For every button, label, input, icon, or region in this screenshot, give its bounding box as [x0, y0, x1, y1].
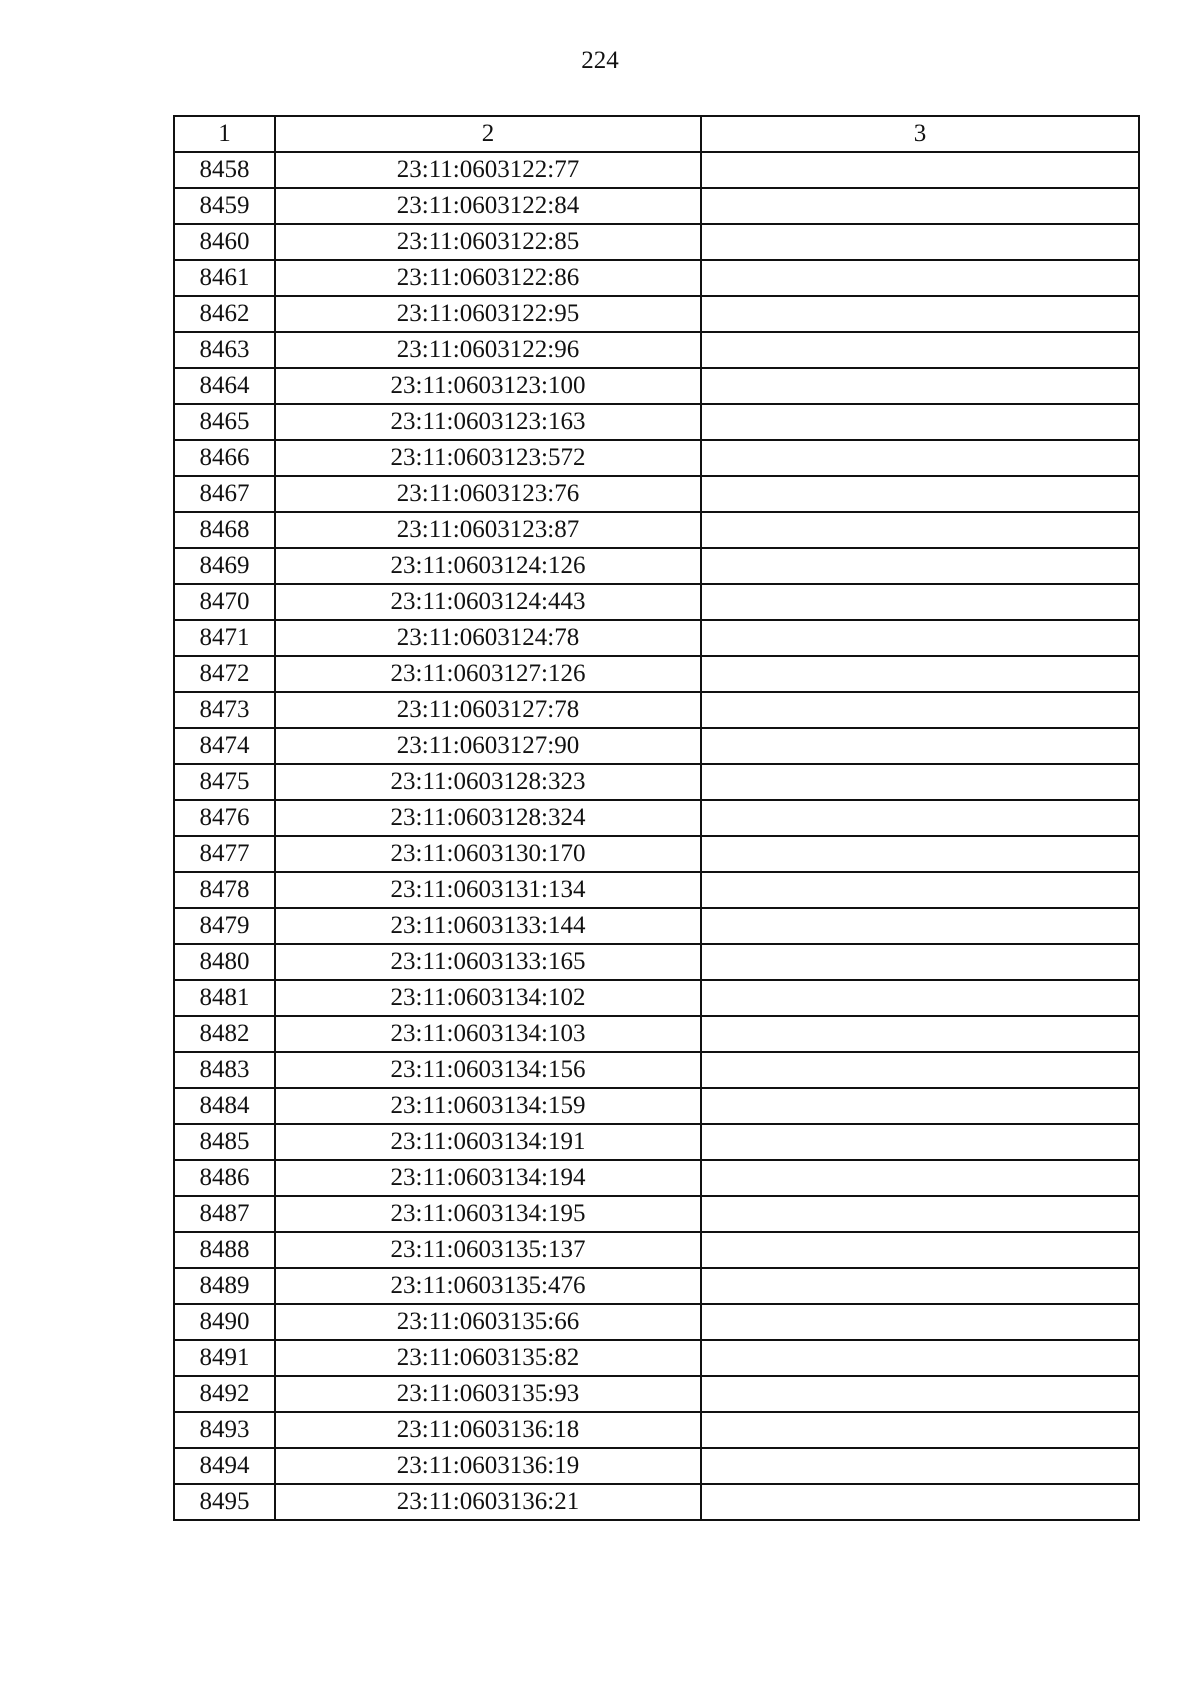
empty-cell — [701, 1160, 1139, 1196]
table-row — [174, 692, 1139, 728]
table-row — [174, 368, 1139, 404]
empty-cell — [701, 1088, 1139, 1124]
row-number-cell: 8468 — [174, 512, 275, 548]
empty-cell — [701, 1412, 1139, 1448]
table-row — [174, 476, 1139, 512]
row-number-cell: 8482 — [174, 1016, 275, 1052]
row-number-cell: 8464 — [174, 368, 275, 404]
row-number-cell: 8480 — [174, 944, 275, 980]
row-number-cell: 8461 — [174, 260, 275, 296]
cadastral-number-cell: 23:11:0603124:126 — [275, 548, 701, 584]
empty-cell — [701, 296, 1139, 332]
row-number-cell: 8478 — [174, 872, 275, 908]
table-row — [174, 260, 1139, 296]
cadastral-number-cell: 23:11:0603134:103 — [275, 1016, 701, 1052]
row-number-cell: 8462 — [174, 296, 275, 332]
cadastral-number-cell: 23:11:0603123:76 — [275, 476, 701, 512]
cadastral-number-cell: 23:11:0603133:144 — [275, 908, 701, 944]
empty-cell — [701, 1484, 1139, 1520]
row-number-cell: 8465 — [174, 404, 275, 440]
table-row — [174, 728, 1139, 764]
row-number-cell: 8479 — [174, 908, 275, 944]
empty-cell — [701, 620, 1139, 656]
cadastral-number-cell: 23:11:0603131:134 — [275, 872, 701, 908]
empty-cell — [701, 332, 1139, 368]
row-number-cell: 8470 — [174, 584, 275, 620]
page-number: 224 — [581, 47, 619, 74]
row-number-cell: 8466 — [174, 440, 275, 476]
header-row — [174, 116, 1139, 152]
cadastral-number-cell: 23:11:0603123:163 — [275, 404, 701, 440]
row-number-cell: 8463 — [174, 332, 275, 368]
empty-cell — [701, 224, 1139, 260]
table-row — [174, 1376, 1139, 1412]
cadastral-number-cell: 23:11:0603135:93 — [275, 1376, 701, 1412]
empty-cell — [701, 908, 1139, 944]
table-row — [174, 1304, 1139, 1340]
cadastral-number-cell: 23:11:0603122:95 — [275, 296, 701, 332]
empty-cell — [701, 404, 1139, 440]
table-row — [174, 1412, 1139, 1448]
header-cell-col3: 3 — [701, 116, 1139, 152]
row-number-cell: 8469 — [174, 548, 275, 584]
header-cell-col1: 1 — [174, 116, 275, 152]
table-row — [174, 296, 1139, 332]
row-number-cell: 8460 — [174, 224, 275, 260]
cadastral-number-cell: 23:11:0603136:21 — [275, 1484, 701, 1520]
cadastral-number-cell: 23:11:0603122:85 — [275, 224, 701, 260]
table-row — [174, 656, 1139, 692]
table-row — [174, 1340, 1139, 1376]
table-row — [174, 1052, 1139, 1088]
cadastral-number-cell: 23:11:0603134:156 — [275, 1052, 701, 1088]
empty-cell — [701, 368, 1139, 404]
header-cell-col2: 2 — [275, 116, 701, 152]
table-row — [174, 404, 1139, 440]
row-number-cell: 8459 — [174, 188, 275, 224]
cadastral-number-cell: 23:11:0603127:90 — [275, 728, 701, 764]
row-number-cell: 8485 — [174, 1124, 275, 1160]
cadastral-number-cell: 23:11:0603123:572 — [275, 440, 701, 476]
cadastral-number-cell: 23:11:0603133:165 — [275, 944, 701, 980]
cadastral-number-cell: 23:11:0603136:18 — [275, 1412, 701, 1448]
empty-cell — [701, 512, 1139, 548]
empty-cell — [701, 584, 1139, 620]
cadastral-number-cell: 23:11:0603134:102 — [275, 980, 701, 1016]
table-row — [174, 1484, 1139, 1520]
table-row — [174, 980, 1139, 1016]
cadastral-number-cell: 23:11:0603135:82 — [275, 1340, 701, 1376]
cadastral-number-cell: 23:11:0603122:86 — [275, 260, 701, 296]
empty-cell — [701, 1304, 1139, 1340]
table-row — [174, 1232, 1139, 1268]
cadastral-number-cell: 23:11:0603135:476 — [275, 1268, 701, 1304]
empty-cell — [701, 692, 1139, 728]
row-number-cell: 8486 — [174, 1160, 275, 1196]
row-number-cell: 8467 — [174, 476, 275, 512]
table-row — [174, 1160, 1139, 1196]
table-body — [174, 152, 1139, 1520]
row-number-cell: 8489 — [174, 1268, 275, 1304]
empty-cell — [701, 656, 1139, 692]
table-row — [174, 1268, 1139, 1304]
table-row — [174, 764, 1139, 800]
cadastral-number-cell: 23:11:0603134:159 — [275, 1088, 701, 1124]
row-number-cell: 8475 — [174, 764, 275, 800]
row-number-cell: 8476 — [174, 800, 275, 836]
empty-cell — [701, 260, 1139, 296]
empty-cell — [701, 1448, 1139, 1484]
empty-cell — [701, 800, 1139, 836]
cadastral-number-cell: 23:11:0603124:443 — [275, 584, 701, 620]
table-row — [174, 1016, 1139, 1052]
cadastral-number-cell: 23:11:0603128:323 — [275, 764, 701, 800]
empty-cell — [701, 1016, 1139, 1052]
cadastral-number-cell: 23:11:0603122:96 — [275, 332, 701, 368]
row-number-cell: 8491 — [174, 1340, 275, 1376]
table-row — [174, 188, 1139, 224]
table-row — [174, 836, 1139, 872]
table-row — [174, 512, 1139, 548]
empty-cell — [701, 836, 1139, 872]
table-row — [174, 908, 1139, 944]
row-number-cell: 8483 — [174, 1052, 275, 1088]
empty-cell — [701, 728, 1139, 764]
row-number-cell: 8492 — [174, 1376, 275, 1412]
empty-cell — [701, 152, 1139, 188]
table-row — [174, 872, 1139, 908]
row-number-cell: 8473 — [174, 692, 275, 728]
cadastral-number-cell: 23:11:0603123:87 — [275, 512, 701, 548]
row-number-cell: 8493 — [174, 1412, 275, 1448]
table-row — [174, 620, 1139, 656]
table-row — [174, 944, 1139, 980]
empty-cell — [701, 944, 1139, 980]
row-number-cell: 8481 — [174, 980, 275, 1016]
row-number-cell: 8487 — [174, 1196, 275, 1232]
table-row — [174, 224, 1139, 260]
cadastral-number-cell: 23:11:0603127:78 — [275, 692, 701, 728]
table-row — [174, 548, 1139, 584]
cadastral-number-cell: 23:11:0603122:77 — [275, 152, 701, 188]
table-row — [174, 152, 1139, 188]
row-number-cell: 8458 — [174, 152, 275, 188]
row-number-cell: 8477 — [174, 836, 275, 872]
empty-cell — [701, 1340, 1139, 1376]
empty-cell — [701, 980, 1139, 1016]
table-row — [174, 1124, 1139, 1160]
cadastral-number-cell: 23:11:0603134:194 — [275, 1160, 701, 1196]
empty-cell — [701, 1376, 1139, 1412]
table-row — [174, 332, 1139, 368]
row-number-cell: 8494 — [174, 1448, 275, 1484]
cadastral-number-cell: 23:11:0603127:126 — [275, 656, 701, 692]
table-row — [174, 1448, 1139, 1484]
table-row — [174, 1196, 1139, 1232]
cadastral-number-cell: 23:11:0603122:84 — [275, 188, 701, 224]
cadastral-number-cell: 23:11:0603124:78 — [275, 620, 701, 656]
row-number-cell: 8490 — [174, 1304, 275, 1340]
row-number-cell: 8495 — [174, 1484, 275, 1520]
table-row — [174, 584, 1139, 620]
table-row — [174, 440, 1139, 476]
cadastral-number-cell: 23:11:0603135:137 — [275, 1232, 701, 1268]
empty-cell — [701, 1196, 1139, 1232]
row-number-cell: 8484 — [174, 1088, 275, 1124]
cadastral-number-cell: 23:11:0603136:19 — [275, 1448, 701, 1484]
empty-cell — [701, 548, 1139, 584]
cadastral-number-cell: 23:11:0603130:170 — [275, 836, 701, 872]
row-number-cell: 8472 — [174, 656, 275, 692]
cadastral-number-cell: 23:11:0603123:100 — [275, 368, 701, 404]
table-row — [174, 1088, 1139, 1124]
table-header — [174, 116, 1139, 152]
row-number-cell: 8488 — [174, 1232, 275, 1268]
empty-cell — [701, 1268, 1139, 1304]
empty-cell — [701, 188, 1139, 224]
empty-cell — [701, 1124, 1139, 1160]
empty-cell — [701, 476, 1139, 512]
empty-cell — [701, 440, 1139, 476]
row-number-cell: 8474 — [174, 728, 275, 764]
table-row — [174, 800, 1139, 836]
empty-cell — [701, 1232, 1139, 1268]
cadastral-number-cell: 23:11:0603134:195 — [275, 1196, 701, 1232]
cadastral-number-cell: 23:11:0603128:324 — [275, 800, 701, 836]
cadastral-number-cell: 23:11:0603134:191 — [275, 1124, 701, 1160]
row-number-cell: 8471 — [174, 620, 275, 656]
cadastral-number-cell: 23:11:0603135:66 — [275, 1304, 701, 1340]
empty-cell — [701, 1052, 1139, 1088]
empty-cell — [701, 764, 1139, 800]
empty-cell — [701, 872, 1139, 908]
cadastral-number-table — [173, 115, 1140, 1521]
